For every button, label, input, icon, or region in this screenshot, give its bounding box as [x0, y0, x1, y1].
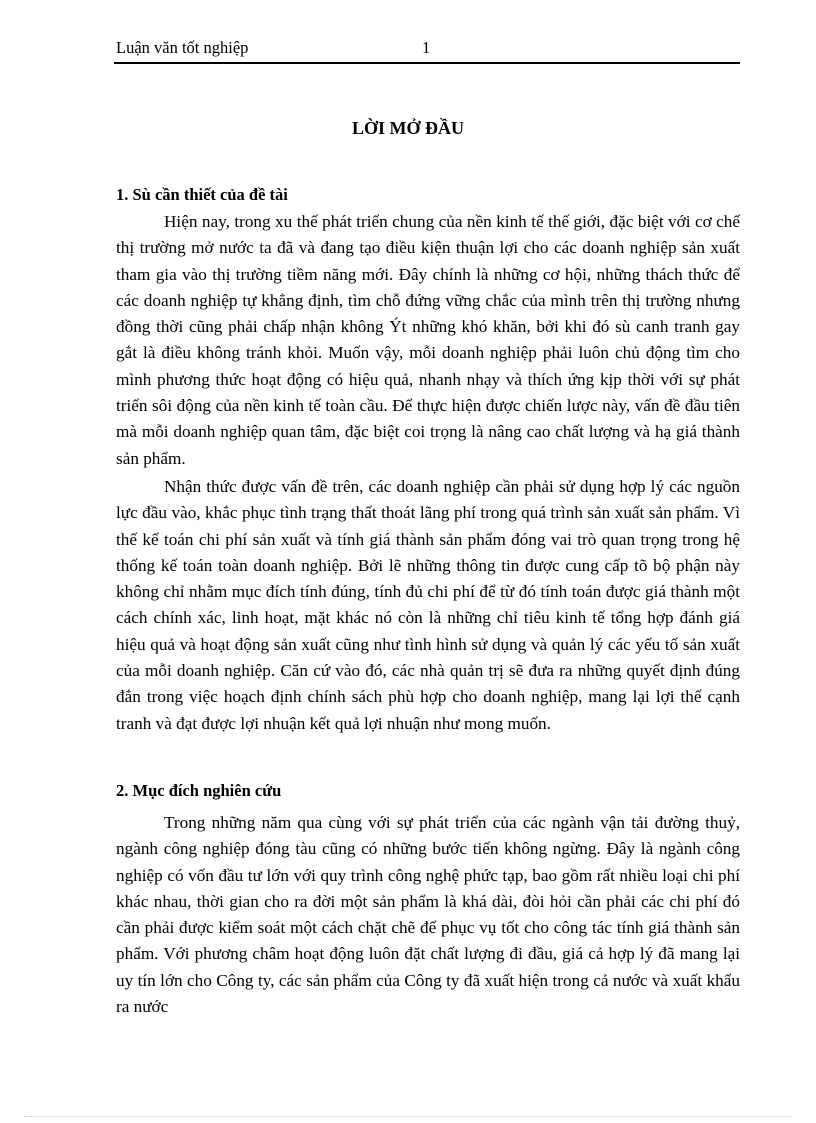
- page-number: 1: [422, 38, 431, 57]
- paragraph: Trong những năm qua cùng với sự phát triển của các ngành vận tải đường thuỷ, ngành công nghiệp đóng tàu cũng có những bước tiến không ngừng. Đây là ngành công nghiệp có vốn đầu tư lớn với quy trình công nghệ phức tạp, bao gồm rất nhiều loại chi phí khác nhau, thời gian cho ra đời một sản phẩm là khá dài, đòi hỏi cần phải các chi phí đó cần phải được kiểm soát một cách chặt chẽ để phục vụ tốt cho công tác tính giá thành sản phẩm. Với phương châm hoạt động luôn đặt chất lượng đi đầu, giá cả hợp lý đã mang lại uy tín lớn cho Công ty, các sản phẩm của Công ty đã xuất hiện trong cả nước và xuất khẩu ra nước: [116, 813, 740, 1017]
- page-bottom-divider: [24, 1116, 792, 1117]
- header-title: Luận văn tốt nghiệp: [116, 38, 249, 57]
- section-heading: 2. Mục đích nghiên cứu: [116, 781, 282, 800]
- section-2: [116, 778, 740, 1020]
- section-heading: 1. Sù cần thiết của đề tài: [116, 185, 288, 204]
- section-1: [116, 182, 740, 737]
- page-header: [114, 38, 740, 64]
- document-title: LỜI MỞ ĐẦU: [352, 118, 464, 138]
- paragraph: Hiện nay, trong xu thế phát triển chung của nền kinh tế thế giới, đặc biệt với cơ chế thị trường mở nước ta đã và đang tạo điều kiện thuận lợi cho các doanh nghiệp sản xuất tham gia vào thị trường tiềm năng mới. Đây chính là những cơ hội, những thách thức để các doanh nghiệp tự khẳng định, tìm chỗ đứng vững chắc của mình trên thị trường nhưng đồng thời cũng phải chấp nhận không Ýt những khó khăn, bởi khi đó sù canh tranh gay gắt là điều không tránh khỏi. Muốn vậy, mỗi doanh nghiệp phải luôn chủ động tìm cho mình phương thức hoạt động có hiệu quả, nhanh nhạy và thích ứng kịp thời với sự phát triển sôi động của nền kinh tế toàn cầu. Để thực hiện được chiến lược này, vấn đề đầu tiên mà mỗi doanh nghiệp quan tâm, đặc biệt coi trọng là nâng cao chất lượng và hạ giá thành sản phẩm.: [116, 212, 740, 468]
- paragraph: Nhận thức được vấn đề trên, các doanh nghiệp cần phải sử dụng hợp lý các nguồn lực đầu vào, khắc phục tình trạng thất thoát lãng phí trong quá trình sản xuất sản phẩm. Vì thế kế toán chi phí sản xuất và tính giá thành sản phẩm đóng vai trò quan trọng trong hệ thống kế toán toàn doanh nghiệp. Bởi lẽ những thông tin được cung cấp tõ bộ phận này không chỉ nhằm mục đích tính đúng, tính đủ chi phí để từ đó tính toán được giá thành một cách chính xác, linh hoạt, mặt khác nó còn là những chỉ tiêu kinh tế tổng hợp đánh giá hiệu quả và hoạt động sản xuất cũng như tình hình sử dụng và quản lý các yếu tố sản xuất của mỗi doanh nghiệp. Căn cứ vào đó, các nhà quản trị sẽ đưa ra những quyết định đúng đắn trong việc hoạch định chính sách phù hợp cho doanh nghiệp, mang lại lợi thế cạnh tranh và đạt được lợi nhuận kết quả lợi nhuận như mong muốn.: [116, 476, 740, 733]
